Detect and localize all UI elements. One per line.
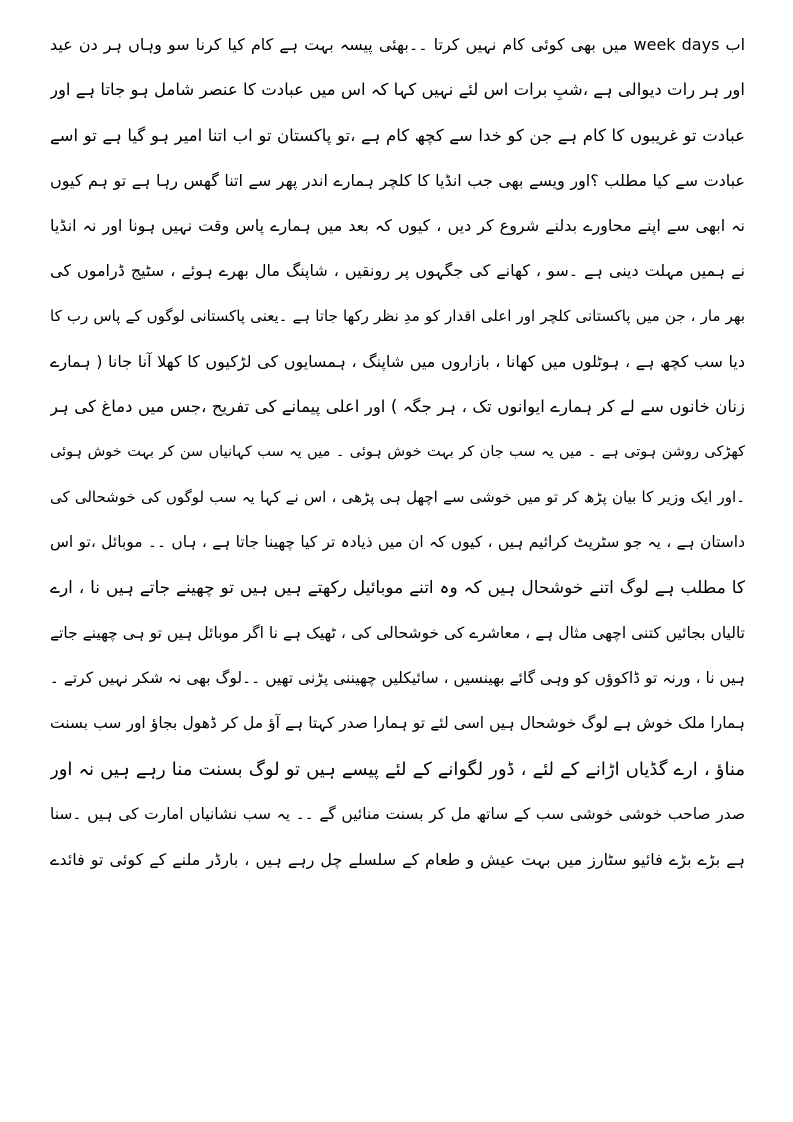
text-line-12: داستان ہے ، یہ جو سٹریٹ کرائیم ہیں ، کیوں کہ ان میں ذیادہ تر کیا چھینا جاتا ہے ، ہاں ۔۔ موبائل ،تو اس [50,533,745,552]
text-line-1: اب week days میں بھی کوئی کام نہیں کرتا ۔۔بھئی پیسہ بہت ہے کام کیا کرنا سو وہاں ہر دن عید [50,35,745,54]
text-line-19: ہے بڑے بڑے فائیو سٹارز میں بہت عیش و طعام کے سلسلے چل رہے ہیں ، بارڈر ملنے کے کوئی تو فائدے [50,850,745,870]
text-line-18: صدر صاحب خوشی خوشی سب کے ساتھ مل کر بسنت منائیں گے ۔۔ یہ سب نشانیاں امارت کی ہیں ۔سنا [50,805,745,824]
text-line-17: مناؤ ، ارے گڈیاں اڑانے کے لئے ، ڈور لگوانے کے لئے پیسے ہیں تو لوگ بسنت منا رہے ہیں نہ اور [50,758,745,780]
text-line-10: کھڑکی روشن ہوتی ہے ۔ میں یہ سب جان کر بہت خوش ہوئی ۔ میں یہ سب کہانیاں سن کر بہت خوش ہوئی [50,443,745,460]
text-line-15: ہیں نا ، ورنہ تو ڈاکوؤں کو وہی گائے بھینسیں ، سائیکلیں چھیننی پڑنی تھیں ۔۔لوگ بھی نہ شکر نہیں کرتے ۔ [50,669,745,688]
text-line-14: تالیاں بجائیں کتنی اچھی مثال ہے ، معاشرے کی خوشحالی کی ، ٹھیک ہے نا اگر موبائل ہیں تو ہی چھینے جاتے [50,623,745,642]
text-line-8: دیا سب کچھ ہے ، ہوٹلوں میں کھانا ، بازاروں میں شاپنگ ، ہمسایوں کی لڑکیوں کا کھلا آنا جانا ( ہمارے [50,352,745,372]
text-line-3: عبادت تو غریبوں کا کام ہے جن کو خدا سے کچھ کام ہے ،تو پاکستان تو اب اتنا امیر ہو گیا ہے تو اسے [50,125,745,145]
text-line-13: کا مطلب ہے لوگ اتنے خوشحال ہیں کہ وہ اتنے موبائیل رکھتے ہیں ہیں تو چھینے جاتے ہیں نا ، ارے [50,577,745,598]
urdu-text-body [50,22,745,883]
text-line-16: ہمارا ملک خوش ہے لوگ خوشحال ہیں اسی لئے تو ہمارا صدر کہتا ہے آؤ مل کر ڈھول بجاؤ اور سب بسنت [50,714,745,733]
text-line-11: ۔اور ایک وزیر کا بیان پڑھ کر تو میں خوشی سے اچھل ہی پڑھی ، اس نے کہا یہ سب لوگوں کی خوشحالی کی [50,487,745,506]
text-line-4: عبادت سے کیا مطلب ؟اور ویسے بھی جب انڈیا کا کلچر ہمارے اندر پھر سے اتنا گھس رہا ہے تو ہم کیوں [50,170,745,190]
text-line-6: نے ہمیں مہلت دینی ہے ۔سو ، کھانے کی جگہوں پر رونقیں ، شاپنگ مال بھرے ہوئے ، سٹیج ڈراموں کی [50,261,745,281]
text-line-7: بھر مار ، جن میں پاکستانی کلچر اور اعلی اقدار کو مدِ نظر رکھا جاتا ہے ۔یعنی پاکستانی لوگوں کے پاس رب کا [50,306,745,325]
text-line-2: اور ہر رات دیوالی ہے ،شبِ برات اس لئے نہیں کہا کہ اس میں عبادت کا عنصر شامل ہو جاتا ہے اور [50,80,745,100]
text-line-9: زنان خانوں سے لے کر ہمارے ایوانوں تک ، ہر جگہ ) اور اعلی پیمانے کی تفریح ،جس میں دماغ کی ہر [50,397,745,417]
text-line-5: نہ ابھی سے اپنے محاورے بدلنے شروع کر دیں ، کیوں کہ بعد میں ہمارے پاس وقت نہیں ہونا اور نہ انڈیا [50,216,745,236]
